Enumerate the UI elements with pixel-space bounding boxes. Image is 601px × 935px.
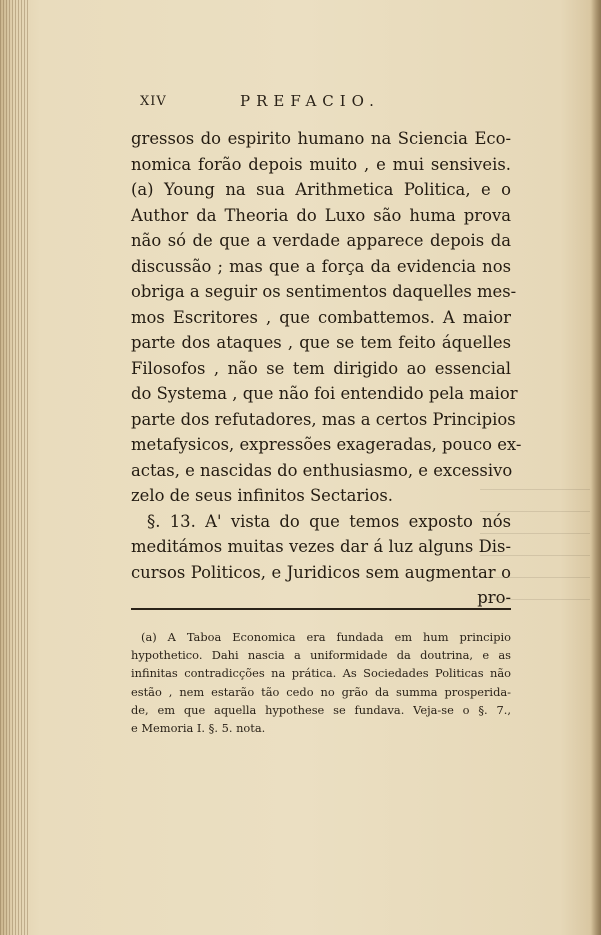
- body-line: Filosofos , não se tem dirigido ao essencial: [131, 358, 511, 378]
- body-line: obriga a seguir os sentimentos daquelles mes-: [131, 282, 517, 301]
- body-line: gressos do espirito humano na Sciencia Eco-: [131, 129, 511, 148]
- body-line: discussão ; mas que a força da evidencia nos: [131, 256, 511, 276]
- catchword: pro-: [477, 588, 511, 607]
- body-line: actas, e nascidas do enthusiasmo, e excessivo: [131, 460, 513, 480]
- footnote-line: (a) A Taboa Economica era fundada em hum principio: [141, 630, 511, 644]
- body-line: parte dos ataques , que se tem feito áquelles: [131, 333, 511, 352]
- footnote-line: estão , nem estarão tão cedo no grão da summa prosperida-: [131, 684, 511, 699]
- body-line: não só de que a verdade apparece depois da: [131, 231, 511, 250]
- footnote-line: e Memoria I. §. 5. nota.: [131, 721, 266, 736]
- body-line: metafysicos, expressões exageradas, pouco ex-: [131, 435, 522, 454]
- body-line: zelo de seus infinitos Sectarios.: [131, 486, 393, 505]
- footnote-line: infinitas contradicções na prática. As Sociedades Politicas não: [131, 666, 511, 681]
- page-header: [140, 92, 520, 116]
- binding-gutter: [591, 0, 601, 935]
- footnote: [131, 628, 511, 737]
- running-title: PREFACIO.: [240, 92, 380, 110]
- footnote-line: de, em que aquella hypothese se fundava. Veja-se o §. 7.,: [131, 702, 511, 717]
- section-start-line: §. 13. A' vista do que temos exposto nós: [147, 511, 511, 531]
- footnote-rule: [131, 608, 511, 610]
- body-line: do Systema , que não foi entendido pela maior: [131, 384, 518, 403]
- body-line: Author da Theoria do Luxo são huma prova: [131, 205, 511, 225]
- body-line: (a) Young na sua Arithmetica Politica, e o: [131, 180, 511, 199]
- body-line: nomica forão depois muito , e mui sensiveis.: [131, 154, 511, 174]
- body-line: cursos Politicos, e Juridicos sem augmentar o: [131, 562, 511, 582]
- body-line: parte dos refutadores, mas a certos Principios: [131, 409, 516, 429]
- body-line: mos Escritores , que combattemos. A maior: [131, 307, 511, 327]
- page-edges: [0, 0, 30, 935]
- page-number: XIV: [140, 94, 167, 109]
- body-line: meditámos muitas vezes dar á luz alguns Dis-: [131, 537, 511, 556]
- body-text: [131, 126, 522, 611]
- footnote-line: hypothetico. Dahi nascia a uniformidade da doutrina, e as: [131, 648, 511, 663]
